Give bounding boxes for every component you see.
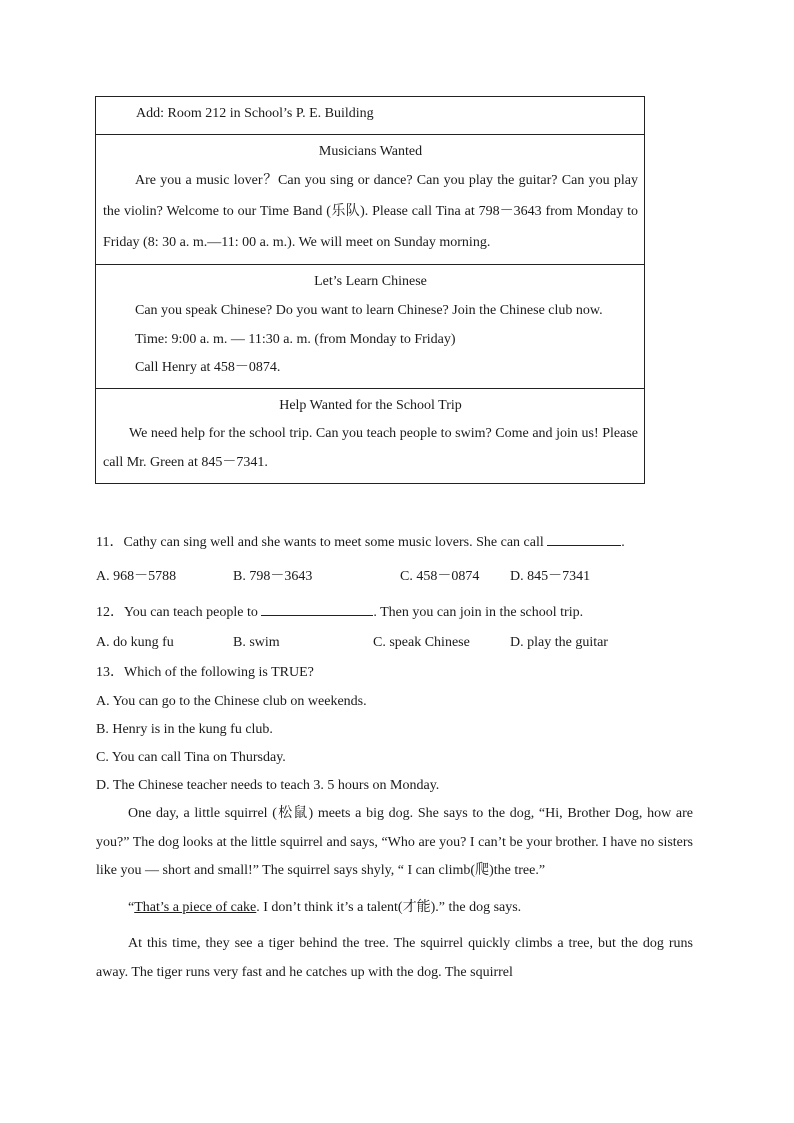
chinese-ad-body: Can you speak Chinese? Do you want to learn Chinese? Join the Chinese club now. — [135, 303, 603, 318]
chinese-ad — [96, 264, 644, 388]
option-13-d[interactable]: D. The Chinese teacher needs to teach 3. 5 hours on Monday. — [96, 778, 440, 793]
question-11-options — [96, 562, 696, 592]
story-quote-open: “ — [128, 899, 135, 915]
ads-table — [95, 96, 645, 484]
question-11-end: . — [621, 535, 625, 550]
address-row: Add: Room 212 in School’s P. E. Building — [136, 106, 374, 121]
chinese-ad-time: Time: 9:00 a. m. — 11:30 a. m. (from Monday to Friday) — [135, 332, 456, 347]
trip-ad-title: Help Wanted for the School Trip — [279, 398, 462, 413]
answer-blank-12[interactable] — [261, 601, 373, 616]
question-13-stem: 13．Which of the following is TRUE? — [96, 665, 314, 680]
option-11-a[interactable]: A. 968－5788 — [96, 569, 177, 584]
answer-blank-11[interactable] — [547, 531, 621, 546]
option-12-d[interactable]: D. play the guitar — [510, 635, 608, 650]
trip-ad-body: We need help for the school trip. Can you teach people to swim? Come and join us! Please call Mr. Green at 845－7341. — [103, 426, 638, 470]
question-13 — [96, 658, 696, 688]
questions-section — [96, 528, 696, 800]
trip-ad — [96, 388, 644, 483]
question-11-stem: 11．Cathy can sing well and she wants to meet some music lovers. She can call — [96, 535, 544, 550]
chinese-ad-call: Call Henry at 458－0874. — [135, 360, 281, 375]
story-paragraph-2 — [96, 894, 693, 923]
question-12-stem: 12．You can teach people to — [96, 605, 258, 620]
question-12 — [96, 598, 696, 628]
option-12-a[interactable]: A. do kung fu — [96, 635, 174, 650]
story-paragraph-3: At this time, they see a tiger behind the tree. The squirrel quickly climbs a tree, but the dog runs away. The tiger runs very fast and he catches up with the dog. The squirrel — [96, 936, 693, 980]
option-13-b[interactable]: B. Henry is in the kung fu club. — [96, 722, 273, 737]
underlined-phrase: That’s a piece of cake — [134, 899, 257, 915]
option-11-b[interactable]: B. 798－3643 — [233, 569, 313, 584]
question-12-end: . Then you can join in the school trip. — [373, 605, 584, 620]
story-paragraph-2-rest: . I don’t think it’s a talent(才能).” the dog says. — [256, 899, 522, 915]
option-13-c[interactable]: C. You can call Tina on Thursday. — [96, 750, 286, 765]
option-12-c[interactable]: C. speak Chinese — [373, 635, 470, 650]
question-11 — [96, 528, 696, 558]
option-12-b[interactable]: B. swim — [233, 635, 280, 650]
option-11-d[interactable]: D. 845－7341 — [510, 569, 591, 584]
musicians-ad — [96, 134, 644, 264]
option-13-a[interactable]: A. You can go to the Chinese club on weekends. — [96, 694, 367, 709]
musicians-ad-title: Musicians Wanted — [318, 144, 423, 159]
musicians-ad-body: Are you a music lover？Can you sing or dance? Can you play the guitar? Can you play the violin? Welcome to our Time Band (乐队). Please call Tina at 798－3643 from Monday to Friday (8: 30 a. m.—11: 00 a. m.). We will meet on Sunday morning. — [103, 173, 638, 250]
chinese-ad-title: Let’s Learn Chinese — [314, 274, 427, 289]
question-12-options — [96, 628, 696, 658]
option-11-c[interactable]: C. 458－0874 — [400, 569, 480, 584]
story-paragraph-1: One day, a little squirrel (松鼠) meets a big dog. She says to the dog, “Hi, Brother Dog, how are you?” The dog looks at the little squirrel and says, “Who are you? I can’t be your brother. I have no sisters like you — short and small!” The squirrel says shyly, “ I can climb(爬)the tree.” — [96, 806, 693, 878]
reading-passage — [96, 800, 693, 987]
